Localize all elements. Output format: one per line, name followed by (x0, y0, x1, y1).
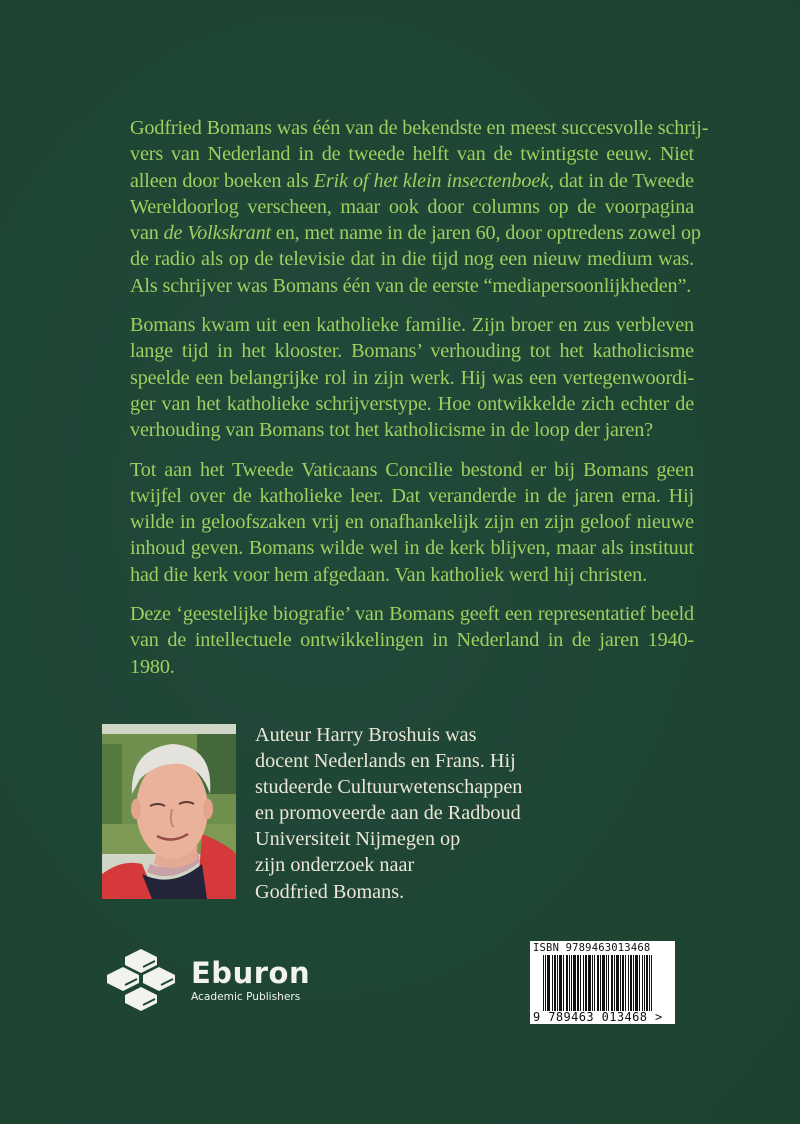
blurb-line: van de intellectuele ontwikkelingen in Nederland in de jaren 1940- (130, 629, 694, 652)
blurb-line: Bomans kwam uit een katholieke familie. Zijn broer en zus verbleven (130, 314, 694, 337)
blurb-line: vers van Nederland in de tweede helft van de twintigste eeuw. Niet (130, 143, 694, 166)
blurb-text (130, 115, 709, 693)
blurb-line: de radio als op de televisie dat in die tijd nog een nieuw medium was. (130, 248, 694, 271)
blurb-line: twijfel over de katholieke leer. Dat veranderde in de jaren erna. Hij (130, 484, 694, 507)
blurb-line (130, 168, 694, 194)
bio-line: zijn onderzoek naar (255, 854, 415, 877)
blurb-line: Als schrijver was Bomans één van de eerste “mediapersoonlijkheden”. (130, 274, 692, 297)
publisher-name: Eburon (191, 956, 311, 990)
stacked-books-logo-icon (105, 945, 177, 1017)
blurb-paragraph-1 (130, 115, 709, 299)
blurb-line: Wereldoorlog verscheen, maar ook door columns op de voorpagina (130, 195, 694, 218)
line-text: van (130, 222, 164, 245)
blurb-line (130, 220, 701, 246)
author-photo (102, 724, 236, 899)
blurb-line: Tot aan het Tweede Vaticaans Concilie bestond er bij Bomans geen (130, 458, 694, 481)
blurb-paragraph-4 (130, 601, 694, 680)
blurb-line: Godfried Bomans was één van de bekendste en meest succesvolle schrij- (130, 117, 709, 139)
bio-line: en promoveerde aan de Radboud (255, 802, 521, 825)
publisher-logo (105, 945, 310, 1017)
isbn-barcode (530, 941, 675, 1024)
author-portrait-image (102, 724, 236, 899)
publisher-wordmark (191, 958, 310, 1004)
blurb-line: speelde een belangrijke rol in zijn werk. Hij was een vertegenwoordi- (130, 366, 694, 389)
line-text: en, met name in de jaren 60, door optredens zowel op (270, 222, 701, 245)
book-title-erik: Erik of het klein insectenboek (313, 169, 549, 192)
bio-line: Godfried Bomans. (255, 880, 405, 903)
blurb-line: had die kerk voor hem afgedaan. Van katholiek werd hij christen. (130, 563, 647, 586)
blurb-line: ger van het katholieke schrijverstype. Hoe ontwikkelde zich echter de (130, 392, 694, 415)
author-bio (255, 722, 535, 905)
barcode-bars (543, 955, 673, 1011)
bio-line: studeerde Cultuurwetenschappen (255, 776, 523, 799)
bio-line: docent Nederlands en Frans. Hij (255, 750, 516, 773)
isbn-label: ISBN 9789463013468 (533, 942, 651, 954)
blurb-line: wilde in geloofszaken vrij en onafhankelijk zijn en zijn geloof nieuwe (130, 511, 694, 534)
publisher-subtitle: Academic Publishers (191, 991, 301, 1003)
blurb-line: inhoud geven. Bomans wilde wel in de kerk blijven, maar als instituut (130, 537, 694, 560)
bio-line: Auteur Harry Broshuis was (255, 724, 477, 746)
line-text: alleen door boeken als (130, 169, 314, 192)
blurb-line: lange tijd in het klooster. Bomans’ verhouding tot het katholicisme (130, 340, 694, 363)
blurb-line: Deze ‘geestelijke biografie’ van Bomans geeft een representatief beeld (130, 603, 694, 626)
blurb-paragraph-3 (130, 457, 694, 588)
blurb-line: 1980. (130, 655, 175, 678)
isbn-digits: 9 789463 013468 > (533, 1010, 663, 1024)
blurb-paragraph-2 (130, 312, 694, 443)
newspaper-title-volkskrant: de Volkskrant (163, 222, 271, 245)
bio-line: Universiteit Nijmegen op (255, 828, 461, 851)
blurb-line: verhouding van Bomans tot het katholicisme in de loop der jaren? (130, 419, 653, 442)
line-text: , dat in de Tweede (548, 169, 694, 192)
